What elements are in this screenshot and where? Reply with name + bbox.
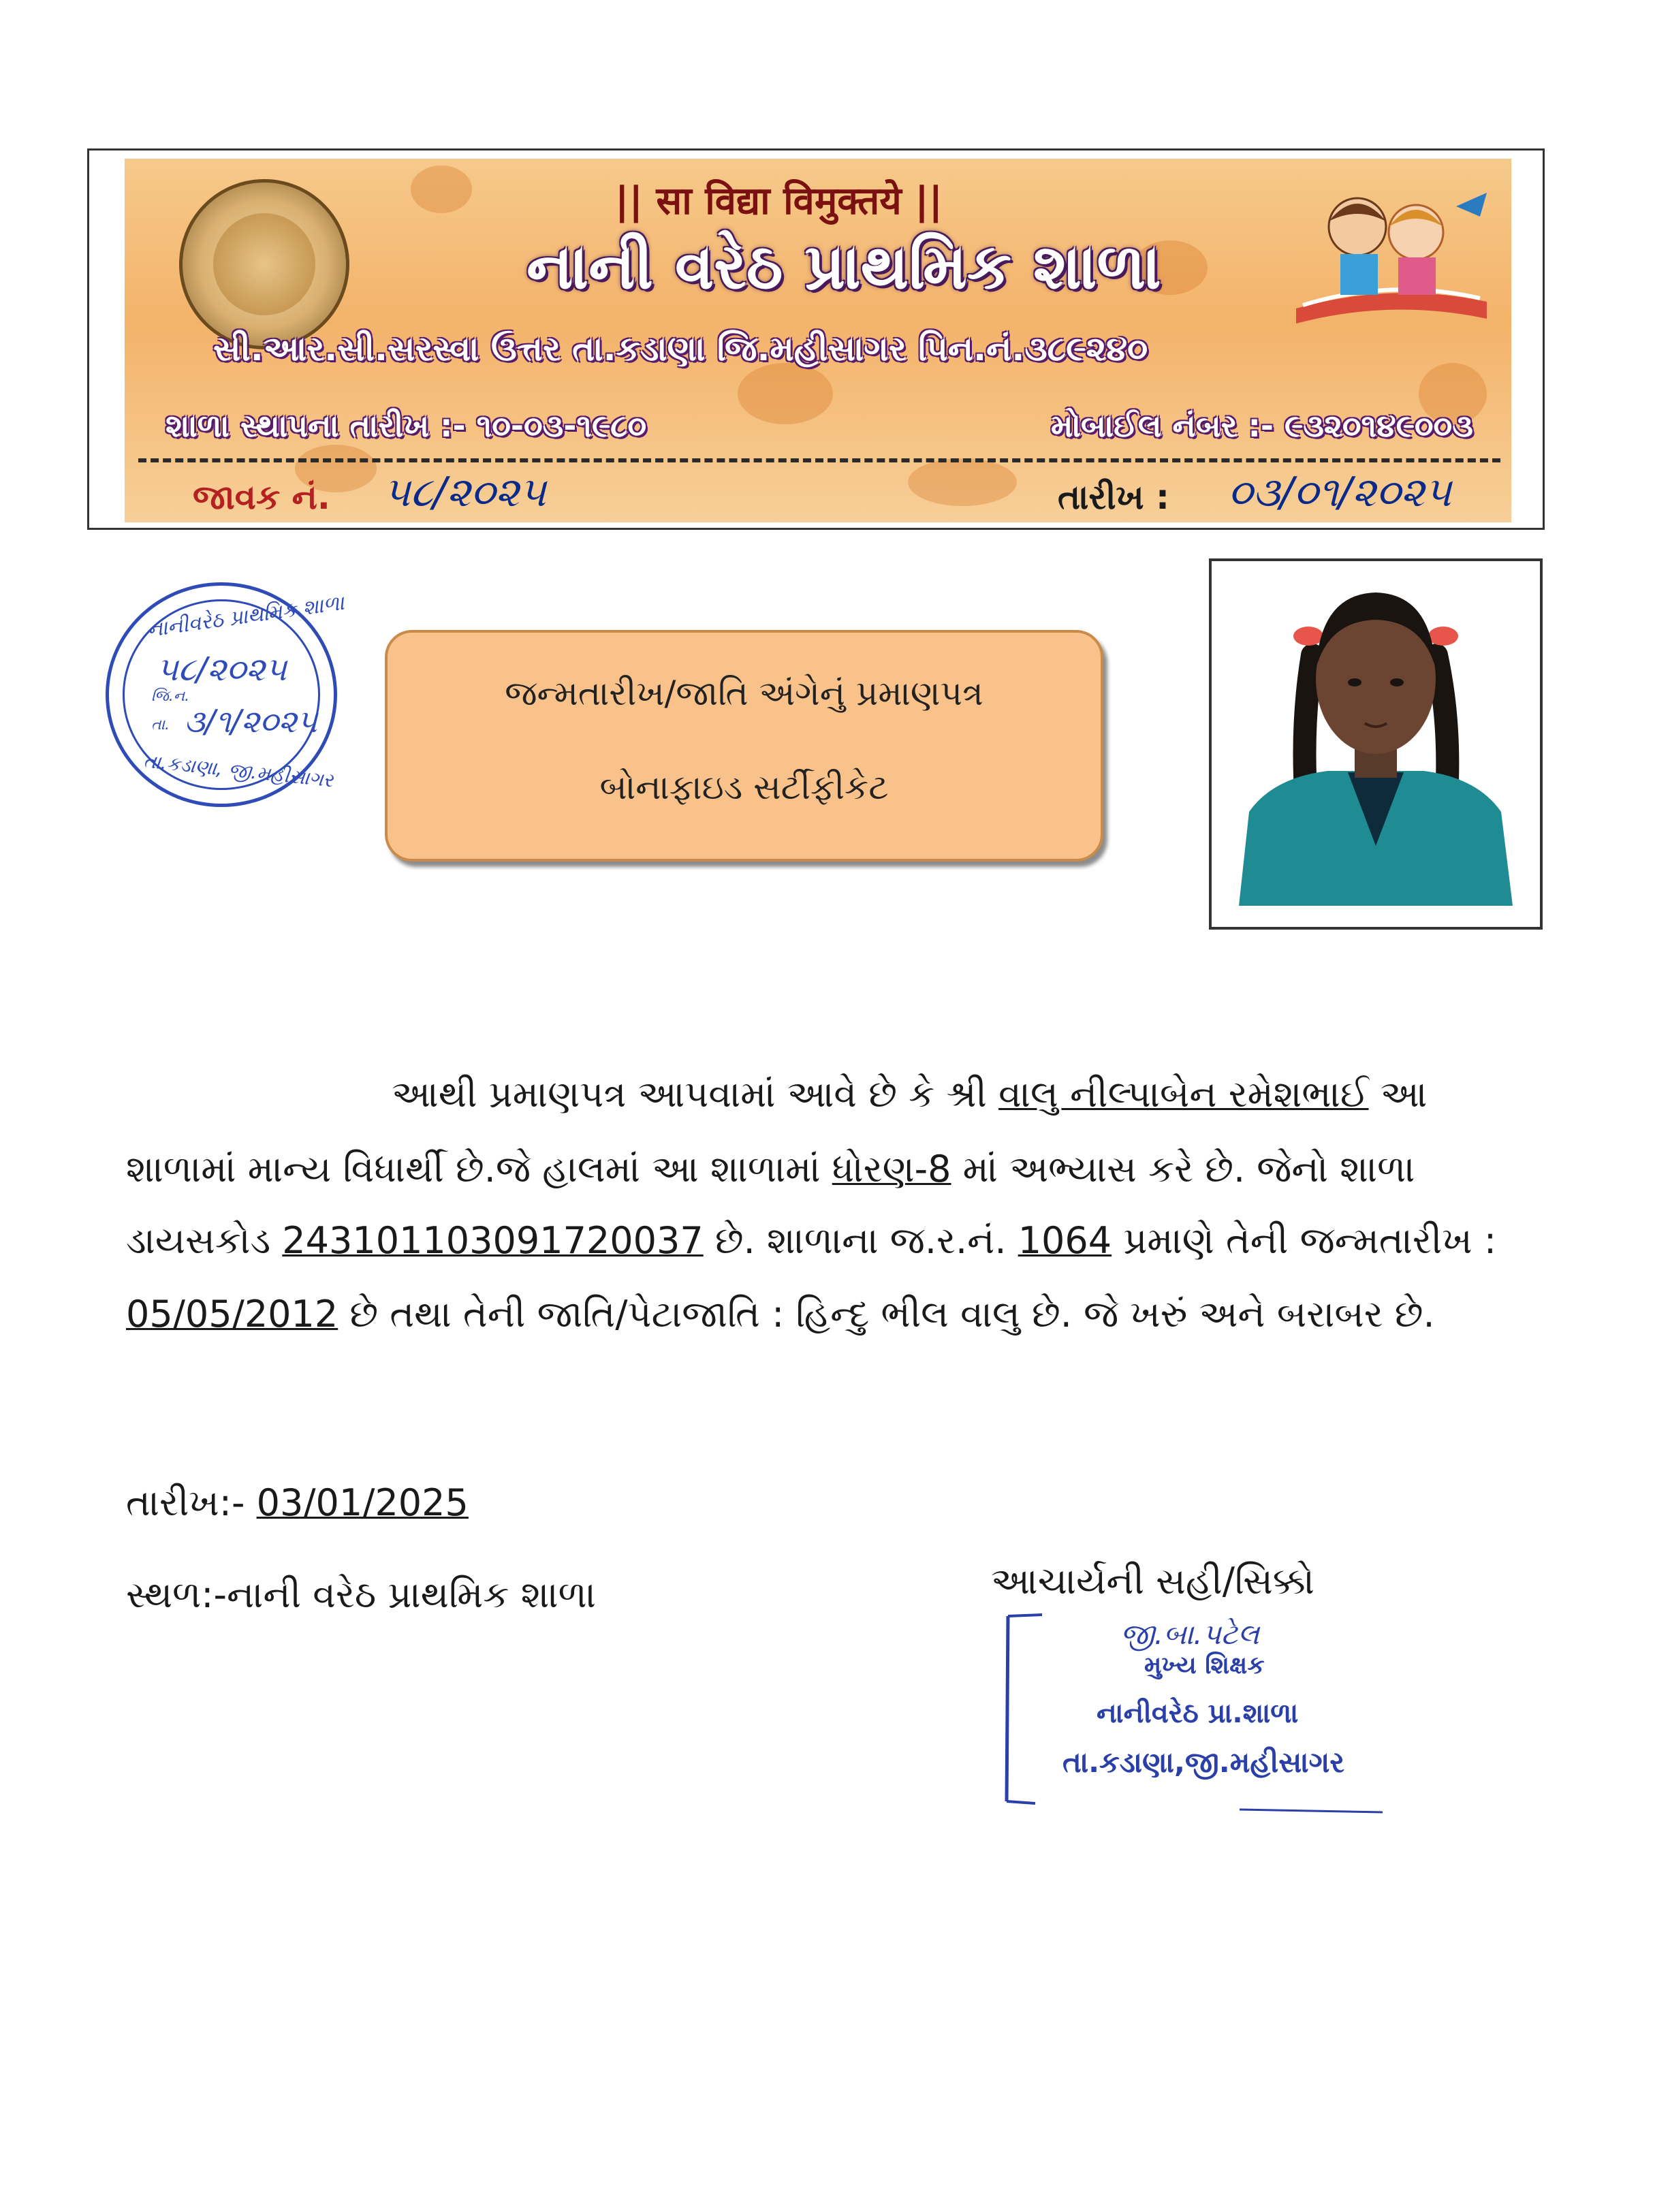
letter-date-value: ૦૩/૦૧/૨૦૨૫ xyxy=(1228,469,1452,516)
signature: જી.બા.પટેલ xyxy=(1120,1617,1259,1651)
body-text: આ xyxy=(1380,1073,1428,1116)
stamp-bottom-text: તા.કડાણા, જી.મહીસાગર xyxy=(142,749,334,792)
letter-date-label: તારીખ : xyxy=(1058,477,1170,517)
student-standard: ધોરણ-8 xyxy=(832,1148,951,1190)
motto: || सा विद्या विमुक्तये || xyxy=(615,179,943,223)
dise-code: 243101103091720037 xyxy=(282,1219,704,1262)
body-line-4 xyxy=(126,1293,1435,1336)
stamp-label-date: તા. xyxy=(151,716,170,733)
body-text: માં અભ્યાસ કરે છે. જેનો શાળા xyxy=(962,1148,1415,1190)
principal-sign-label: આચાર્યની સહી/સિક્કો xyxy=(991,1560,1314,1602)
body-text: શાળામાં માન્ય વિધાર્થી છે.જે હાલમાં આ શાળામાં xyxy=(126,1148,821,1190)
stamp-label-no: જિ.ન. xyxy=(151,688,190,705)
principal-stamp xyxy=(1001,1611,1383,1815)
stamp-number: ૫૮/૨૦૨૫ xyxy=(157,650,287,689)
date-of-birth: 05/05/2012 xyxy=(126,1293,338,1336)
photo-frame xyxy=(1209,558,1543,930)
children-reading-icon xyxy=(1282,179,1500,329)
body-text: પ્રમાણે તેની જન્મતારીખ : xyxy=(1123,1219,1497,1262)
stamp-date: ૩/૧/૨૦૨૫ xyxy=(184,703,318,740)
school-round-stamp xyxy=(106,582,346,807)
saraswati-emblem-icon xyxy=(179,179,349,349)
letterhead xyxy=(87,148,1545,530)
inward-number-label: જાવક નં. xyxy=(193,477,330,517)
school-address: સી.આર.સી.સરસ્વા ઉત્તર તા.કડાણા જિ.મહીસાગર પિન.નં.૩૮૯૨૪૦ xyxy=(213,329,1148,368)
gr-number: 1064 xyxy=(1018,1219,1112,1262)
issue-date-value: 03/01/2025 xyxy=(256,1481,469,1524)
stamp-designation: મુખ્ય શિક્ષક xyxy=(1144,1652,1265,1679)
body-text: ડાયસકોડ xyxy=(126,1219,271,1262)
body-line-3 xyxy=(126,1219,1496,1263)
certificate-title-box xyxy=(385,630,1103,862)
letterhead-banner xyxy=(125,159,1511,522)
mobile-number: મોબાઈલ નંબર :- ૯૩૨૦૧૪૯૦૦૩ xyxy=(1051,407,1473,444)
body-text: છે. શાળાના જ.ર.નં. xyxy=(714,1219,1007,1262)
certificate-title: જન્મતારીખ/જાતિ અંગેનું પ્રમાણપત્ર xyxy=(505,674,983,713)
inward-number-value: ૫૮/૨૦૨૫ xyxy=(383,469,546,516)
student-name: વાલુ નીલ્પાબેન રમેશભાઈ xyxy=(998,1073,1369,1116)
stamp-school: નાનીવરેઠ પ્રા.શાળા xyxy=(1097,1698,1299,1729)
student-photo xyxy=(1232,573,1519,906)
body-text: છે તથા તેની જાતિ/પેટાજાતિ : હિન્દુ ભીલ વાલુ છે. જે ખરું અને બરાબર છે. xyxy=(349,1293,1435,1336)
school-name: નાની વરેઠ પ્રાથમિક શાળા xyxy=(526,230,1161,303)
stamp-location: તા.કડાણા,જી.મહીસાગર xyxy=(1062,1745,1344,1779)
issue-place: સ્થળ:-નાની વરેઠ પ્રાથમિક શાળા xyxy=(126,1573,596,1616)
body-text: આથી પ્રમાણપત્ર આપવામાં આવે છે કે શ્રી xyxy=(392,1073,987,1116)
certificate-subtitle: બોનાફાઇડ સર્ટીફીકેટ xyxy=(599,768,889,807)
body-line-2 xyxy=(126,1148,1415,1191)
divider xyxy=(138,458,1500,462)
issue-date xyxy=(126,1481,469,1525)
stamp-top-text: નાનીવરેઠ પ્રાથમિક શાળા xyxy=(145,590,346,643)
establishment-date: શાળા સ્થાપના તારીખ :- ૧૦-૦૩-૧૯૮૦ xyxy=(166,407,647,444)
issue-date-label: તારીખ:- xyxy=(126,1481,245,1524)
body-line-1 xyxy=(392,1073,1427,1116)
